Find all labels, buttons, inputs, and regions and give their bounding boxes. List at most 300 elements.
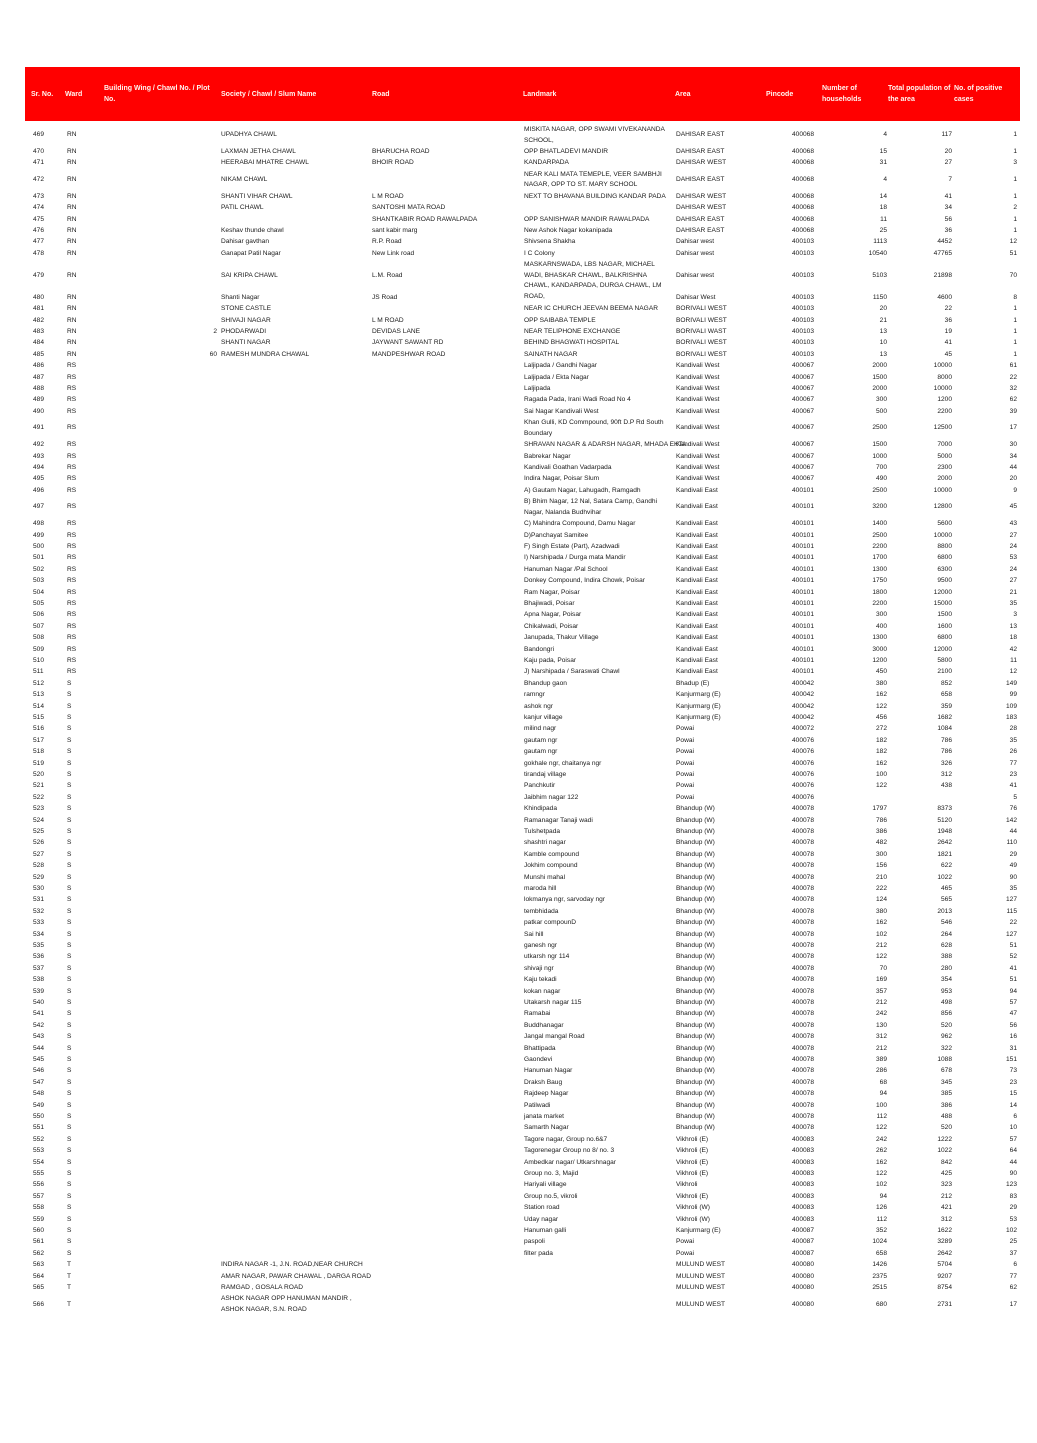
cell-landmark: Tagore nagar, Group no.6&7 bbox=[524, 1135, 608, 1143]
cell-sr: 563 bbox=[33, 1261, 45, 1269]
cell-households: 1797 bbox=[872, 805, 887, 813]
cell-population: 41 bbox=[944, 192, 952, 200]
cell-ward: S bbox=[67, 1056, 72, 1063]
cell-sr: 550 bbox=[33, 1113, 45, 1120]
cell-landmark: ashok ngr bbox=[524, 702, 553, 710]
cell-population: 2013 bbox=[937, 907, 952, 915]
cell-positive: 1 bbox=[1013, 227, 1017, 234]
cell-population: 385 bbox=[940, 1090, 952, 1098]
cell-landmark: kokan nagar bbox=[524, 987, 561, 995]
cell-pincode: 400101 bbox=[792, 634, 815, 642]
cell-ward: S bbox=[67, 1238, 72, 1246]
cell-households: 1300 bbox=[872, 565, 887, 573]
cell-landmark: Khan Gulli, KD Commpound, 90ft D.P Rd South Boundary bbox=[524, 419, 664, 437]
cell-area: Bhandup (W) bbox=[676, 816, 715, 824]
cell-sr: 558 bbox=[33, 1204, 45, 1212]
cell-population: 5000 bbox=[937, 452, 952, 460]
cell-households: 1500 bbox=[872, 373, 887, 381]
table-row bbox=[25, 1089, 1020, 1100]
cell-ward: S bbox=[67, 714, 72, 721]
table-row bbox=[25, 633, 1020, 644]
cell-pincode: 400083 bbox=[792, 1135, 815, 1143]
cell-positive: 17 bbox=[1009, 1300, 1017, 1308]
cell-area: Bhadup (E) bbox=[676, 679, 710, 687]
cell-landmark: Group no.5, vikroli bbox=[524, 1192, 578, 1200]
cell-population: 10000 bbox=[933, 531, 952, 539]
table-row bbox=[25, 1192, 1020, 1203]
cell-population: 47765 bbox=[933, 249, 952, 257]
cell-ward: RS bbox=[67, 362, 77, 370]
cell-pincode: 400078 bbox=[792, 1124, 815, 1132]
cell-pincode: 400101 bbox=[792, 503, 815, 511]
cell-sr: 540 bbox=[33, 999, 45, 1006]
table-row bbox=[25, 147, 1020, 158]
cell-pincode: 400078 bbox=[792, 1113, 815, 1120]
cell-pincode: 400101 bbox=[792, 600, 815, 607]
cell-sr: 504 bbox=[33, 588, 45, 596]
cell-population: 2642 bbox=[937, 839, 952, 847]
cell-positive: 1 bbox=[1013, 339, 1017, 347]
table-row bbox=[25, 1283, 1020, 1294]
cell-landmark: J) Narshipada / Saraswati Chawl bbox=[524, 668, 620, 676]
cell-households: 162 bbox=[875, 919, 887, 927]
cell-ward: RN bbox=[67, 328, 77, 335]
cell-landmark: NEXT TO BHAVANA BUILDING KANDAR PADA bbox=[524, 192, 666, 200]
table-row bbox=[25, 1021, 1020, 1032]
cell-area: DAHISAR EAST bbox=[676, 215, 725, 223]
cell-positive: 99 bbox=[1009, 691, 1017, 699]
cell-population: 326 bbox=[940, 759, 952, 767]
cell-road: L.M. Road bbox=[372, 271, 403, 279]
cell-pincode: 400076 bbox=[792, 782, 815, 790]
cell-ward: RN bbox=[67, 238, 77, 246]
cell-households: 300 bbox=[875, 611, 887, 619]
cell-area: Kanjurmarg (E) bbox=[676, 691, 721, 699]
cell-landmark: Jaibhim nagar 122 bbox=[524, 793, 579, 801]
cell-households: 70 bbox=[879, 964, 887, 972]
cell-population: 36 bbox=[944, 316, 952, 324]
cell-society: HEERABAI MHATRE CHAWL bbox=[221, 159, 309, 167]
cell-ward: S bbox=[67, 862, 72, 870]
cell-sr: 514 bbox=[33, 702, 45, 710]
cell-landmark: Jangal mangal Road bbox=[524, 1033, 585, 1041]
cell-pincode: 400068 bbox=[792, 159, 815, 167]
cell-sr: 491 bbox=[33, 424, 45, 432]
cell-population: 12800 bbox=[933, 503, 952, 511]
table-row bbox=[25, 599, 1020, 610]
cell-landmark: NEAR IC CHURCH JEEVAN BEEMA NAGAR bbox=[524, 305, 658, 313]
cell-area: Powai bbox=[676, 725, 694, 733]
cell-ward: S bbox=[67, 1147, 72, 1155]
cell-positive: 64 bbox=[1009, 1147, 1017, 1155]
cell-population: 19 bbox=[944, 328, 952, 335]
cell-landmark: NEAR KALI MATA TEMEPLE, VEER SAMBHJI NAGAR, OPP TO ST. MARY SCHOOL bbox=[524, 170, 662, 189]
cell-positive: 44 bbox=[1009, 828, 1017, 835]
cell-pincode: 400078 bbox=[792, 1033, 815, 1041]
cell-sr: 530 bbox=[33, 885, 45, 892]
cell-population: 2000 bbox=[937, 475, 952, 483]
cell-population: 1022 bbox=[937, 1147, 952, 1155]
cell-ward: RN bbox=[67, 339, 77, 347]
cell-ward: RS bbox=[67, 452, 77, 460]
cell-landmark: Hanuman Nagar /Pal School bbox=[524, 565, 608, 573]
cell-population: 8000 bbox=[937, 373, 952, 381]
cell-population: 34 bbox=[944, 204, 952, 212]
cell-households: 122 bbox=[875, 1124, 887, 1132]
cell-society: Dahisar gavthan bbox=[221, 238, 270, 246]
cell-ward: S bbox=[67, 725, 72, 733]
cell-sr: 534 bbox=[33, 930, 45, 938]
cell-landmark: Ramanagar Tanaji wadi bbox=[524, 816, 593, 824]
cell-pincode: 400080 bbox=[792, 1272, 815, 1280]
cell-population: 856 bbox=[940, 1010, 952, 1018]
table-row bbox=[25, 645, 1020, 656]
cell-positive: 25 bbox=[1009, 1238, 1017, 1246]
cell-sr: 510 bbox=[33, 657, 45, 664]
cell-sr: 538 bbox=[33, 976, 45, 984]
cell-ward: S bbox=[67, 999, 72, 1006]
cell-area: Kandivali East bbox=[676, 634, 718, 642]
cell-sr: 499 bbox=[33, 531, 45, 539]
cell-sr: 553 bbox=[33, 1147, 45, 1155]
cell-population: 56 bbox=[944, 215, 952, 223]
cell-landmark: Kaju pada, Poisar bbox=[524, 657, 577, 664]
cell-area: Kandivali West bbox=[676, 385, 720, 392]
cell-area: Kandivali East bbox=[676, 657, 718, 664]
cell-population: 962 bbox=[940, 1033, 952, 1041]
cell-area: Kanjurmarg (E) bbox=[676, 702, 721, 710]
cell-positive: 123 bbox=[1005, 1181, 1017, 1189]
cell-landmark: Ram Nagar, Poisar bbox=[524, 588, 580, 596]
cell-households: 352 bbox=[875, 1227, 887, 1234]
cell-households: 1024 bbox=[872, 1238, 887, 1246]
cell-pincode: 400078 bbox=[792, 1010, 815, 1018]
cell-population: 1500 bbox=[937, 611, 952, 619]
cell-households: 4 bbox=[883, 131, 887, 139]
cell-pincode: 400078 bbox=[792, 964, 815, 972]
cell-ward: S bbox=[67, 1249, 72, 1257]
table-row bbox=[25, 1112, 1020, 1123]
cell-positive: 27 bbox=[1009, 531, 1017, 539]
cell-positive: 183 bbox=[1005, 714, 1017, 721]
cell-ward: RN bbox=[67, 350, 77, 358]
cell-sr: 512 bbox=[33, 679, 45, 687]
cell-households: 2500 bbox=[872, 531, 887, 539]
cell-area: Bhandup (W) bbox=[676, 1090, 715, 1098]
cell-positive: 62 bbox=[1009, 396, 1017, 404]
table-row bbox=[25, 531, 1020, 542]
cell-positive: 45 bbox=[1009, 503, 1017, 511]
cell-population: 4452 bbox=[937, 238, 952, 246]
cell-landmark: Patilwadi bbox=[524, 1101, 551, 1109]
cell-households: 126 bbox=[875, 1204, 887, 1212]
data-table bbox=[25, 67, 1020, 1313]
cell-ward: S bbox=[67, 1044, 72, 1052]
cell-area: DAHISAR EAST bbox=[676, 227, 725, 234]
cell-positive: 127 bbox=[1005, 896, 1017, 904]
cell-households: 680 bbox=[875, 1300, 887, 1308]
cell-landmark: ramngr bbox=[524, 691, 545, 699]
cell-sr: 486 bbox=[33, 362, 45, 370]
cell-ward: S bbox=[67, 691, 72, 699]
cell-sr: 532 bbox=[33, 907, 45, 915]
cell-households: 357 bbox=[875, 987, 887, 995]
cell-households: 380 bbox=[875, 907, 887, 915]
cell-population: 20 bbox=[944, 148, 952, 155]
cell-area: Kandivali East bbox=[676, 531, 718, 539]
cell-area: Kandivali East bbox=[676, 520, 718, 528]
cell-landmark: MISKITA NAGAR, OPP SWAMI VIVEKANANDA SCHOOL, bbox=[524, 126, 665, 144]
cell-population: 2200 bbox=[937, 407, 952, 415]
cell-households: 21 bbox=[879, 316, 887, 324]
cell-society: Shanti Nagar bbox=[221, 293, 260, 301]
cell-households: 242 bbox=[875, 1010, 887, 1018]
cell-landmark: Draksh Baug bbox=[524, 1078, 563, 1086]
cell-ward: RN bbox=[67, 316, 77, 324]
cell-pincode: 400083 bbox=[792, 1158, 815, 1166]
cell-ward: RS bbox=[67, 385, 77, 392]
cell-sr: 471 bbox=[33, 159, 45, 167]
cell-sr: 505 bbox=[33, 600, 45, 607]
cell-landmark: Babrekar Nagar bbox=[524, 452, 571, 460]
cell-area: Kandivali West bbox=[676, 396, 720, 404]
cell-households: 162 bbox=[875, 759, 887, 767]
cell-positive: 22 bbox=[1009, 919, 1017, 927]
cell-households: 1750 bbox=[872, 577, 887, 585]
table-row bbox=[25, 1272, 1020, 1283]
cell-society: Ganapat Patil Nagar bbox=[221, 249, 281, 257]
cell-households: 122 bbox=[875, 702, 887, 710]
cell-population: 312 bbox=[940, 771, 952, 778]
table-row bbox=[25, 350, 1020, 361]
cell-society: UPADHYA CHAWL bbox=[221, 131, 277, 139]
cell-positive: 52 bbox=[1009, 953, 1017, 961]
cell-area: Kandivali West bbox=[676, 407, 720, 415]
cell-area: Bhandup (W) bbox=[676, 1078, 715, 1086]
cell-area: Bhandup (W) bbox=[676, 1021, 715, 1029]
cell-landmark: Ragada Pada, Irani Wadi Road No 4 bbox=[524, 396, 631, 404]
table-row bbox=[25, 1226, 1020, 1237]
cell-households: 1426 bbox=[872, 1261, 887, 1269]
header-society: Society / Chawl / Slum Name bbox=[221, 90, 317, 98]
cell-area: Bhandup (W) bbox=[676, 1033, 715, 1041]
cell-ward: S bbox=[67, 885, 72, 892]
table-row bbox=[25, 497, 1020, 519]
cell-sr: 517 bbox=[33, 736, 45, 744]
cell-building: 2 bbox=[213, 328, 217, 335]
cell-positive: 83 bbox=[1009, 1192, 1017, 1200]
cell-population: 953 bbox=[940, 987, 952, 995]
cell-pincode: 400068 bbox=[792, 176, 815, 184]
cell-society: RAMGAD , GOSALA ROAD bbox=[221, 1284, 304, 1291]
cell-ward: S bbox=[67, 919, 72, 927]
cell-households: 1800 bbox=[872, 588, 887, 596]
cell-landmark: patkar compounD bbox=[524, 919, 577, 927]
cell-population: 8373 bbox=[937, 805, 952, 813]
cell-area: Kandivali East bbox=[676, 565, 718, 573]
cell-positive: 109 bbox=[1005, 702, 1017, 710]
table-row bbox=[25, 1101, 1020, 1112]
cell-ward: S bbox=[67, 1124, 72, 1132]
cell-households: 450 bbox=[875, 668, 887, 676]
cell-population: 5800 bbox=[937, 657, 952, 664]
cell-households: 162 bbox=[875, 691, 887, 699]
cell-population: 425 bbox=[940, 1170, 952, 1177]
cell-ward: RS bbox=[67, 645, 77, 653]
cell-landmark: shashtri nagar bbox=[524, 839, 566, 847]
cell-society: ASHOK NAGAR OPP HANUMAN MANDIR , ASHOK NAGAR, S.N. ROAD bbox=[221, 1295, 352, 1313]
cell-ward: RS bbox=[67, 657, 77, 664]
cell-positive: 53 bbox=[1009, 1215, 1017, 1223]
cell-sr: 490 bbox=[33, 407, 45, 415]
cell-positive: 44 bbox=[1009, 1158, 1017, 1166]
cell-landmark: Buddhanagar bbox=[524, 1021, 564, 1029]
table-row bbox=[25, 975, 1020, 986]
cell-area: Kandivali East bbox=[676, 503, 718, 511]
cell-landmark: Utakarsh nagar 115 bbox=[524, 999, 582, 1006]
cell-sr: 506 bbox=[33, 611, 45, 619]
cell-households: 286 bbox=[875, 1067, 887, 1075]
cell-positive: 57 bbox=[1009, 1135, 1017, 1143]
cell-ward: S bbox=[67, 1101, 72, 1109]
cell-pincode: 400068 bbox=[792, 204, 815, 212]
cell-landmark: Hanuman galli bbox=[524, 1227, 567, 1234]
table-row bbox=[25, 793, 1020, 804]
cell-population: 12000 bbox=[933, 645, 952, 653]
cell-positive: 21 bbox=[1009, 588, 1017, 596]
table-row bbox=[25, 226, 1020, 237]
header-pincode: Pincode bbox=[766, 90, 794, 98]
cell-pincode: 400101 bbox=[792, 657, 815, 664]
cell-society: SAI KRIPA CHAWL bbox=[221, 271, 278, 279]
cell-building: 60 bbox=[209, 350, 217, 358]
cell-area: Dahisar west bbox=[676, 238, 715, 246]
cell-ward: RN bbox=[67, 131, 77, 139]
cell-sr: 566 bbox=[33, 1300, 45, 1308]
cell-road: MANDPESHWAR ROAD bbox=[372, 350, 446, 358]
cell-ward: RS bbox=[67, 396, 77, 404]
cell-ward: S bbox=[67, 873, 72, 881]
cell-sr: 545 bbox=[33, 1056, 45, 1063]
cell-sr: 480 bbox=[33, 293, 45, 301]
cell-pincode: 400078 bbox=[792, 805, 815, 813]
cell-sr: 565 bbox=[33, 1284, 45, 1291]
table-row bbox=[25, 1135, 1020, 1146]
cell-pincode: 400078 bbox=[792, 816, 815, 824]
cell-sr: 546 bbox=[33, 1067, 45, 1075]
cell-pincode: 400078 bbox=[792, 1021, 815, 1029]
header-population: Total population of the area bbox=[888, 85, 951, 103]
cell-landmark: A) Gautam Nagar, Lahugadh, Ramgadh bbox=[524, 486, 641, 494]
table-row bbox=[25, 1203, 1020, 1214]
cell-landmark: lokmanya ngr, sarvoday ngr bbox=[524, 896, 605, 904]
cell-pincode: 400067 bbox=[792, 464, 815, 471]
cell-pincode: 400101 bbox=[792, 520, 815, 528]
cell-area: Bhandup (W) bbox=[676, 850, 715, 858]
cell-households: 300 bbox=[875, 850, 887, 858]
cell-positive: 18 bbox=[1009, 634, 1017, 642]
cell-area: Kandivali West bbox=[676, 373, 720, 381]
cell-households: 122 bbox=[875, 782, 887, 790]
table-row bbox=[25, 192, 1020, 203]
cell-landmark: gautam ngr bbox=[524, 748, 558, 756]
cell-population: 1088 bbox=[937, 1056, 952, 1063]
cell-positive: 77 bbox=[1009, 1272, 1017, 1280]
cell-pincode: 400103 bbox=[792, 339, 815, 347]
cell-households: 169 bbox=[875, 976, 887, 984]
cell-ward: RS bbox=[67, 441, 77, 449]
cell-ward: S bbox=[67, 907, 72, 915]
cell-pincode: 400068 bbox=[792, 148, 815, 155]
cell-population: 1682 bbox=[937, 714, 952, 721]
table-row bbox=[25, 1078, 1020, 1089]
cell-households: 130 bbox=[875, 1021, 887, 1029]
table-row bbox=[25, 463, 1020, 474]
cell-landmark: F) Singh Estate (Part), Azadwadi bbox=[524, 543, 620, 550]
cell-sr: 473 bbox=[33, 192, 45, 200]
cell-area: BORIVALI WEST bbox=[676, 316, 727, 324]
cell-ward: RN bbox=[67, 159, 77, 167]
cell-sr: 513 bbox=[33, 691, 45, 699]
cell-pincode: 400103 bbox=[792, 293, 815, 301]
cell-positive: 35 bbox=[1009, 885, 1017, 892]
cell-sr: 518 bbox=[33, 748, 45, 756]
cell-sr: 537 bbox=[33, 964, 45, 972]
cell-positive: 2 bbox=[1013, 204, 1017, 212]
cell-positive: 41 bbox=[1009, 782, 1017, 790]
cell-pincode: 400067 bbox=[792, 441, 815, 449]
cell-ward: S bbox=[67, 805, 72, 813]
cell-landmark: I) Narshipada / Durga mata Mandir bbox=[524, 554, 626, 562]
cell-ward: RN bbox=[67, 271, 77, 279]
cell-households: 2515 bbox=[872, 1284, 887, 1291]
cell-population: 2300 bbox=[937, 464, 952, 471]
cell-landmark: Panchkutir bbox=[524, 782, 556, 790]
table-row bbox=[25, 553, 1020, 564]
cell-area: BORIVALI WEST bbox=[676, 339, 727, 347]
cell-pincode: 400067 bbox=[792, 475, 815, 483]
table-row bbox=[25, 747, 1020, 758]
cell-sr: 508 bbox=[33, 634, 45, 642]
cell-landmark: Kandivali Goathan Vadarpada bbox=[524, 464, 612, 471]
cell-area: Kandivali West bbox=[676, 475, 720, 483]
cell-landmark: B) Bhim Nagar, 12 Nal, Satara Camp, Gandhi Nagar, Nalanda Budhvihar bbox=[524, 498, 658, 516]
cell-households: 122 bbox=[875, 953, 887, 961]
cell-households: 102 bbox=[875, 1181, 887, 1189]
cell-area: Bhandup (W) bbox=[676, 885, 715, 892]
cell-area: BORIVALI WAST bbox=[676, 328, 727, 335]
cell-landmark: Kamble compound bbox=[524, 850, 579, 858]
cell-landmark: SHRAVAN NAGAR & ADARSH NAGAR, MHADA EKTA bbox=[524, 441, 687, 449]
cell-positive: 44 bbox=[1009, 464, 1017, 471]
table-row bbox=[25, 304, 1020, 315]
cell-landmark: Munshi mahal bbox=[524, 873, 566, 881]
cell-pincode: 400101 bbox=[792, 577, 815, 585]
cell-landmark: filter pada bbox=[524, 1249, 553, 1257]
cell-households: 1300 bbox=[872, 634, 887, 642]
cell-population: 5704 bbox=[937, 1261, 952, 1269]
cell-pincode: 400101 bbox=[792, 668, 815, 676]
cell-sr: 515 bbox=[33, 714, 45, 721]
cell-pincode: 400076 bbox=[792, 748, 815, 756]
cell-positive: 51 bbox=[1009, 249, 1017, 257]
cell-positive: 6 bbox=[1013, 1113, 1017, 1120]
cell-households: 156 bbox=[875, 862, 887, 870]
table-row bbox=[25, 838, 1020, 849]
cell-ward: RS bbox=[67, 520, 77, 528]
cell-landmark: MASKARNSWADA, LBS NAGAR, MICHAEL WADI, BHASKAR CHAWL, BALKRISHNA CHAWL, KANDARPADA, DURGA CHAWL, LM ROAD, bbox=[524, 261, 662, 300]
cell-sr: 477 bbox=[33, 238, 45, 246]
